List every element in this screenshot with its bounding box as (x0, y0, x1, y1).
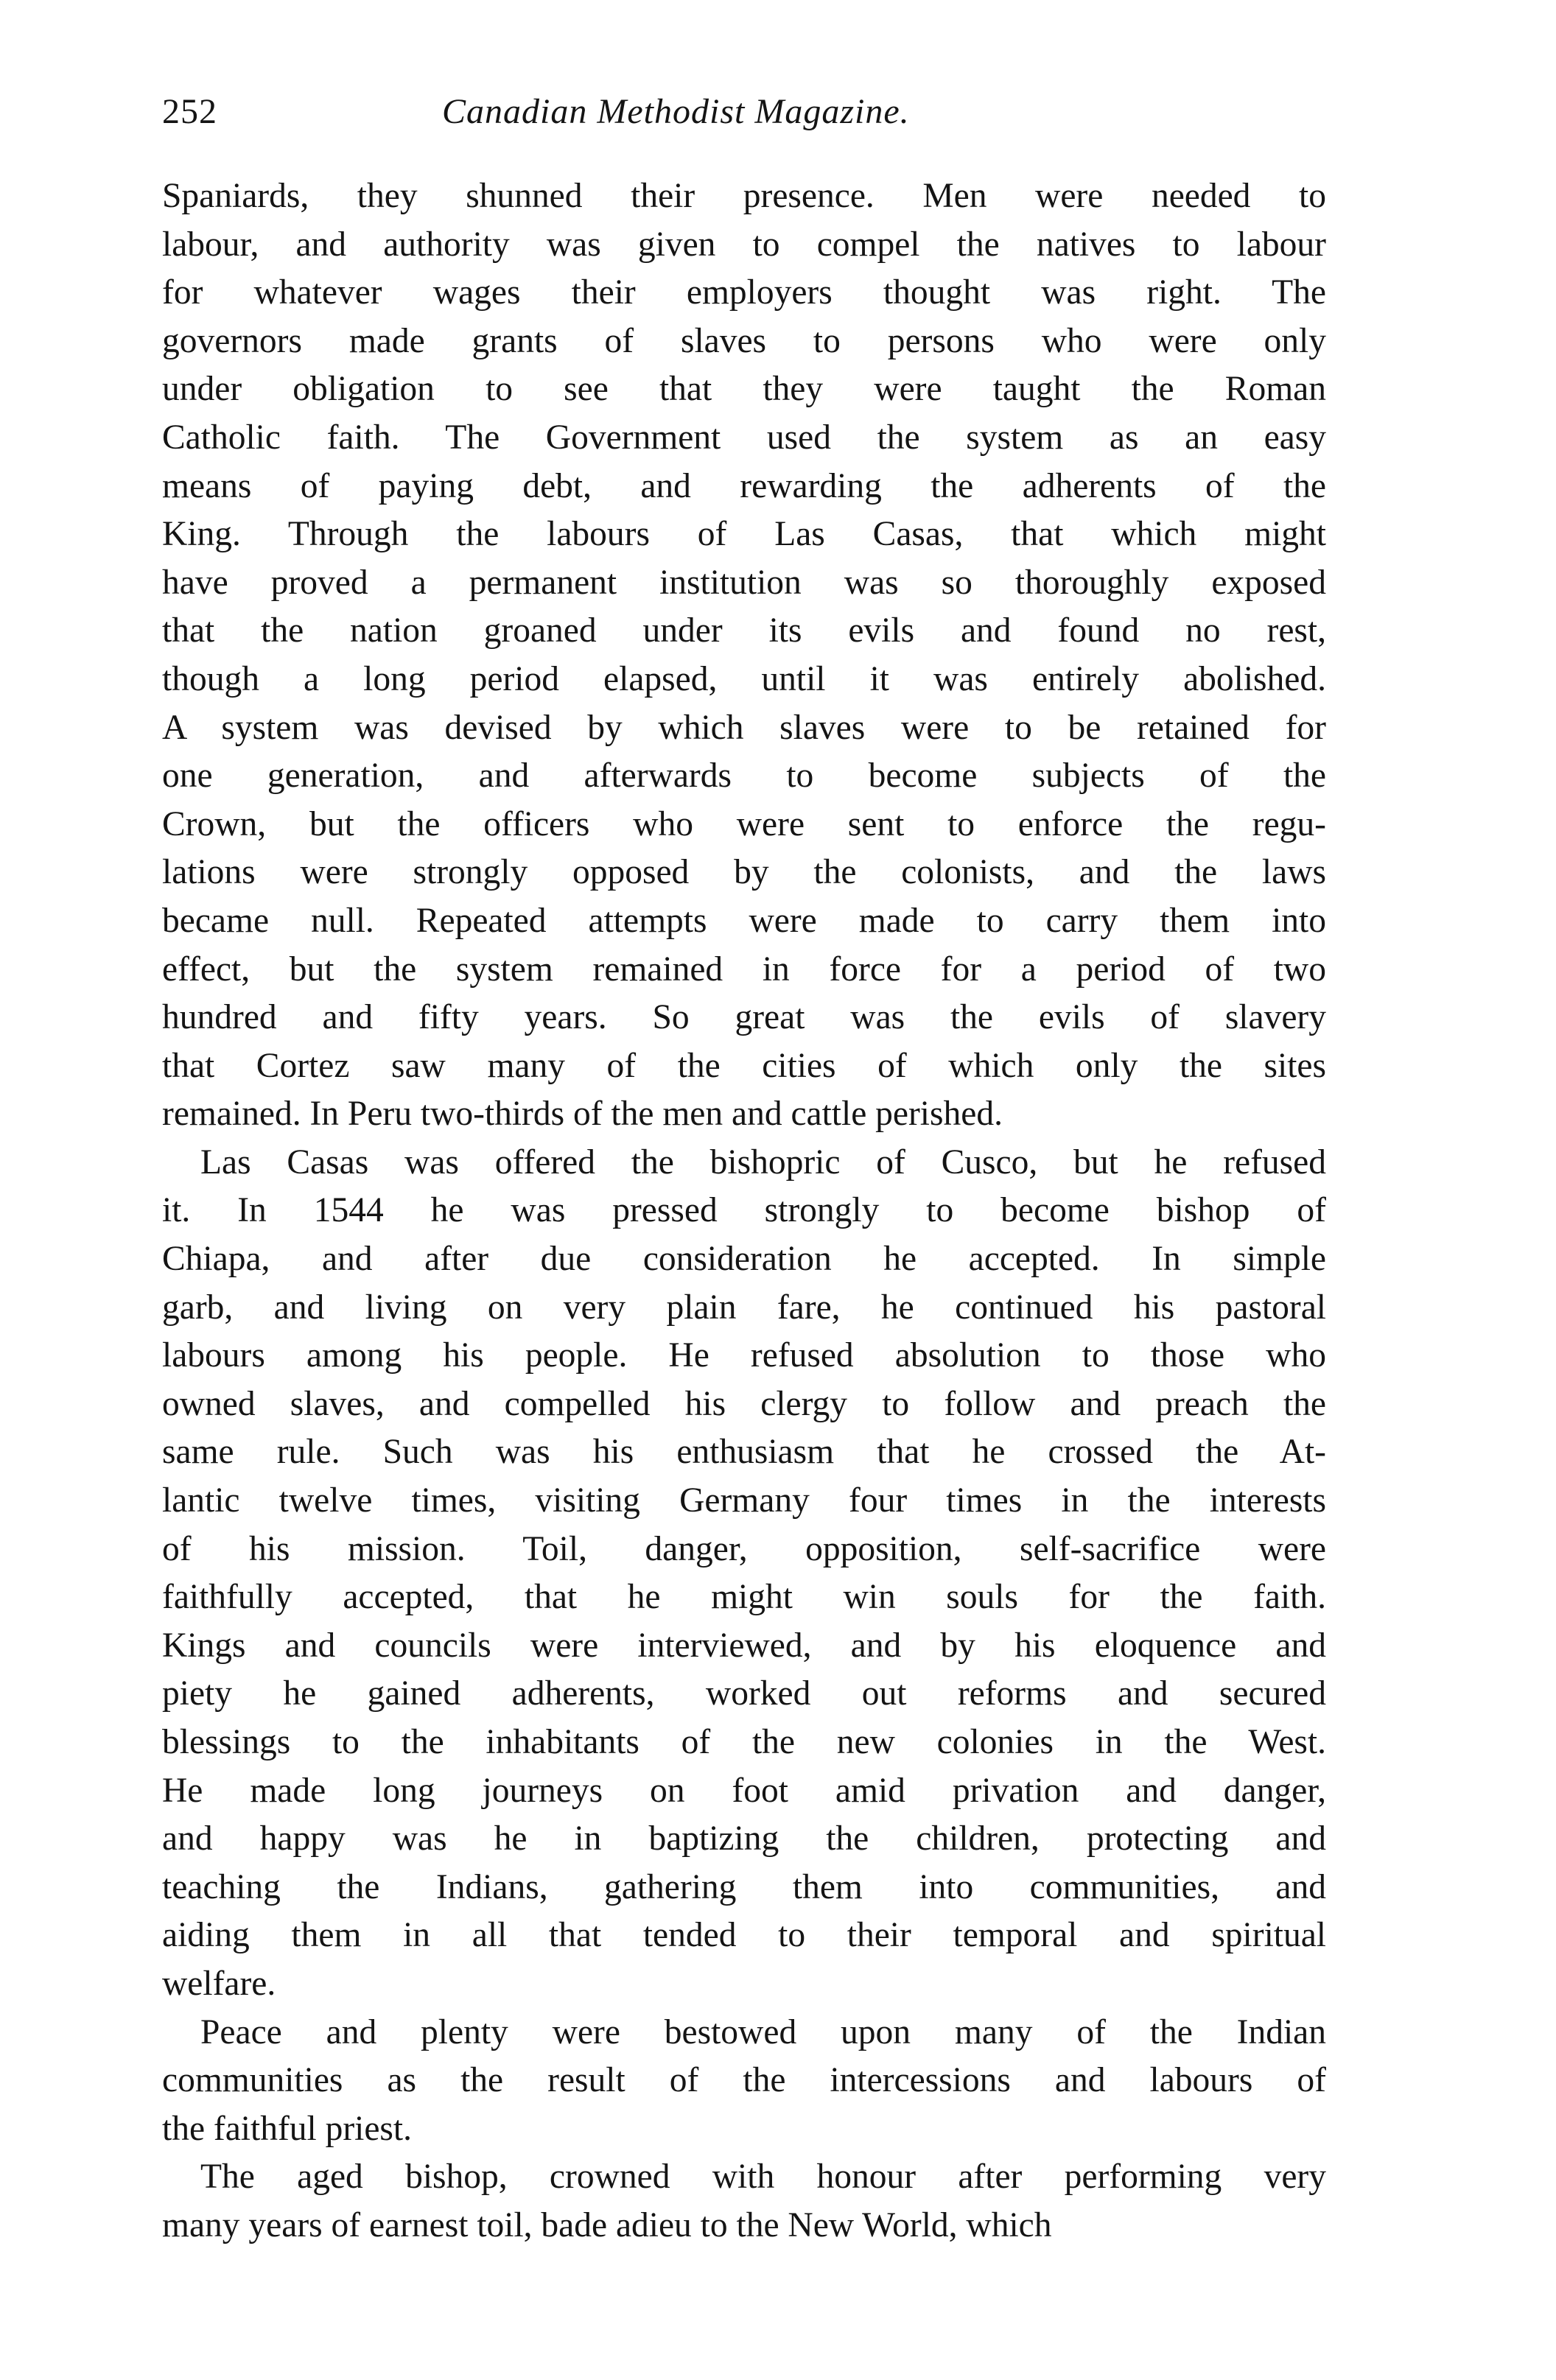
text-line: A system was devised by which slaves were to be retained for (162, 708, 1326, 747)
text-line: same rule. Such was his enthusiasm that he crossed the At- (162, 1433, 1326, 1472)
text-line: blessings to the inhabitants of the new colonies in the West. (162, 1723, 1326, 1761)
text-line: that the nation groaned under its evils and found no rest, (162, 611, 1326, 650)
text-line: under obligation to see that they were taught the Roman (162, 370, 1326, 409)
text-line: for whatever wages their employers thought was right. The (162, 273, 1326, 312)
page-header (162, 83, 1326, 141)
text-line: lantic twelve times, visiting Germany four times in the interests (162, 1481, 1326, 1520)
text-line: Las Casas was offered the bishopric of Cusco, but he refused (200, 1142, 1326, 1182)
text-line: communities as the result of the intercessions and labours of (162, 2061, 1326, 2100)
text-line: labour, and authority was given to compel the natives to labour (162, 225, 1326, 264)
text-line: Chiapa, and after due consideration he accepted. In simple (162, 1240, 1326, 1279)
text-line: Kings and councils were interviewed, and by his eloquence and (162, 1626, 1326, 1665)
text-line: King. Through the labours of Las Casas, that which might (162, 515, 1326, 554)
text-line: teaching the Indians, gathering them into communities, and (162, 1867, 1326, 1906)
text-line: that Cortez saw many of the cities of which only the sites (162, 1046, 1326, 1085)
text-line: governors made grants of slaves to persons who were only (162, 321, 1326, 360)
text-line: though a long period elapsed, until it was entirely abolished. (162, 659, 1326, 698)
text-line: it. In 1544 he was pressed strongly to become bishop of (162, 1191, 1326, 1230)
text-line: aiding them in all that tended to their temporal and spiritual (162, 1916, 1326, 1955)
text-line: hundred and fifty years. So great was the evils of slavery (162, 998, 1326, 1037)
text-line: became null. Repeated attempts were made to carry them into (162, 901, 1326, 940)
text-line: owned slaves, and compelled his clergy to follow and preach the (162, 1384, 1326, 1423)
text-line: have proved a permanent institution was so thoroughly exposed (162, 563, 1326, 602)
text-line: welfare. (162, 1964, 276, 2003)
text-line: faithfully accepted, that he might win souls for the faith. (162, 1578, 1326, 1617)
text-line: The aged bishop, crowned with honour after performing very (200, 2158, 1326, 2197)
text-line: lations were strongly opposed by the colonists, and the laws (162, 853, 1326, 892)
text-line: Spaniards, they shunned their presence. Men were needed to (162, 177, 1326, 215)
body-text (162, 172, 1326, 2250)
page-number: 252 (162, 92, 217, 131)
paragraph (162, 2153, 1326, 2250)
text-line: of his mission. Toil, danger, opposition, self-sacrifice were (162, 1529, 1326, 1568)
text-line: He made long journeys on foot amid privation and danger, (162, 1771, 1326, 1810)
text-line: garb, and living on very plain fare, he continued his pastoral (162, 1288, 1326, 1327)
text-line: effect, but the system remained in force for a period of two (162, 949, 1326, 989)
text-line: and happy was he in baptizing the children, protecting and (162, 1819, 1326, 1858)
text-line: piety he gained adherents, worked out reforms and secured (162, 1674, 1326, 1713)
text-line: Peace and plenty were bestowed upon many of the Indian (200, 2012, 1326, 2051)
text-line: remained. In Peru two-thirds of the men and cattle perished. (162, 1095, 1003, 1134)
text-line: means of paying debt, and rewarding the adherents of the (162, 466, 1326, 505)
paragraph (162, 2009, 1326, 2154)
running-head: Canadian Methodist Magazine. (442, 92, 910, 131)
text-line: Catholic faith. The Government used the system as an easy (162, 418, 1326, 457)
text-line: labours among his people. He refused absolution to those who (162, 1336, 1326, 1375)
text-line: many years of earnest toil, bade adieu to the New World, which (162, 2205, 1052, 2244)
text-line: one generation, and afterwards to become subjects of the (162, 757, 1326, 796)
text-line: Crown, but the officers who were sent to enforce the regu- (162, 804, 1326, 843)
paragraph (162, 1139, 1326, 2009)
paragraph (162, 172, 1326, 1139)
text-line: the faithful priest. (162, 2109, 412, 2148)
